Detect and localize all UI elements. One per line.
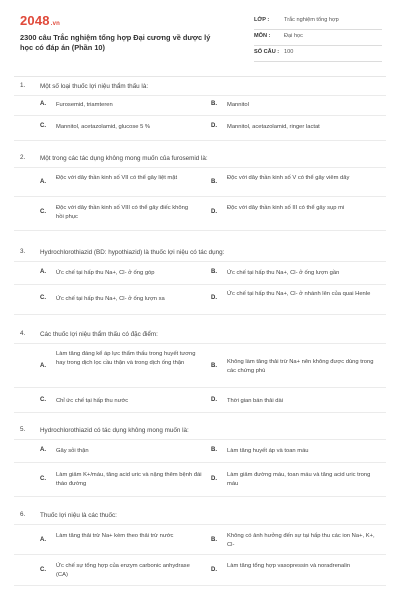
option-letter: C. — [40, 567, 46, 573]
question-text: Một trong các tác dụng không mong muốn của furosemid là: — [40, 155, 208, 162]
option-divider — [14, 230, 386, 231]
option-letter: C. — [40, 397, 46, 403]
option-letter: C. — [40, 295, 46, 301]
option-text[interactable]: Làm tăng thải trừ Na+ kèm theo thải trừ nước — [56, 533, 174, 539]
question-number: 2. — [20, 154, 26, 161]
option-text[interactable]: Làm giảm K+/máu, tăng acid uric và nặng thêm bệnh đái tháo đường — [56, 472, 202, 487]
question-text: Thuốc lợi niệu là các thuốc: — [40, 512, 117, 519]
option-text[interactable]: Không làm tăng thải trừ Na+ nên không được dùng trong các chứng phù — [227, 359, 374, 374]
option-text[interactable]: Làm tăng đáng kể áp lực thẩm thấu trong huyết tương hay trong dịch lọc cầu thận và trong dịch ống thận — [56, 351, 196, 366]
question-text: Hydrochlorothiazid có tác dụng không mong muốn là: — [40, 427, 189, 434]
option-text[interactable]: Mannitol — [227, 102, 249, 108]
document-meta — [254, 14, 382, 62]
option-text[interactable]: Làm tăng huyết áp và toan máu — [227, 448, 309, 454]
question-text: Một số loại thuốc lợi niệu thẩm thấu là: — [40, 83, 149, 90]
question-number: 6. — [20, 511, 26, 518]
meta-row-count — [254, 46, 382, 62]
option-text[interactable]: Ức chế tại hấp thu Na+, Cl- ở ống lượn gần — [227, 270, 340, 276]
question-divider — [14, 261, 386, 262]
option-text[interactable]: Thời gian bán thải dài — [227, 398, 284, 404]
option-text[interactable]: Mannitol, acetazolamid, ringer lactat — [227, 124, 320, 130]
option-letter: D. — [211, 123, 217, 129]
option-divider — [14, 496, 386, 497]
option-letter: C. — [40, 209, 46, 215]
option-text[interactable]: Chỉ ức chế tại hấp thu nước — [56, 398, 129, 404]
option-letter: A. — [40, 179, 46, 185]
option-letter: D. — [211, 567, 217, 573]
meta-key: MÔN : — [254, 33, 271, 39]
option-text[interactable]: Ức chế sự tổng hợp của enzym carbonic anhydrase (CA) — [56, 563, 190, 578]
header-divider — [14, 76, 386, 77]
option-divider — [14, 462, 386, 463]
option-text[interactable]: Mannitol, acetazolamid, glucose 5 % — [56, 124, 151, 130]
option-divider — [14, 284, 386, 285]
question-divider — [14, 524, 386, 525]
option-text[interactable]: Ức chế tại hấp thu Na+, Cl- ở nhánh lên của quai Henle — [227, 291, 371, 297]
option-letter: B. — [211, 363, 217, 369]
option-text[interactable]: Độc với dây thần kinh số VIII có thể gây điếc không hồi phục — [56, 205, 189, 220]
option-divider — [14, 387, 386, 388]
question-divider — [14, 439, 386, 440]
meta-row-class — [254, 14, 382, 30]
option-letter: D. — [211, 209, 217, 215]
option-letter: A. — [40, 269, 46, 275]
meta-value: Trắc nghiệm tổng hợp — [284, 17, 339, 23]
logo-tld-text: .vn — [50, 21, 61, 27]
option-divider — [14, 314, 386, 315]
option-letter: C. — [40, 476, 46, 482]
document-title: 2300 câu Trắc nghiệm tổng hợp Đại cương về dược lý học có đáp án (Phần 10) — [20, 33, 211, 52]
option-letter: A. — [40, 447, 46, 453]
question-divider — [14, 343, 386, 344]
option-text[interactable]: Làm tăng tổng hợp vasopressin và noradrenalin — [227, 563, 351, 569]
question-divider — [14, 167, 386, 168]
question-text: Hydrochlorothiazid (BD: hypothiazid) là thuốc lợi niệu có tác dụng: — [40, 249, 225, 256]
question-number: 3. — [20, 248, 26, 255]
option-divider — [14, 585, 386, 586]
option-divider — [14, 115, 386, 116]
option-letter: D. — [211, 397, 217, 403]
meta-value: Đại học — [284, 33, 303, 39]
meta-key: SỐ CÂU : — [254, 49, 280, 55]
option-letter: B. — [211, 269, 217, 275]
option-divider — [14, 412, 386, 413]
question-text: Các thuốc lợi niệu thẩm thấu có đặc điểm: — [40, 331, 158, 338]
option-text[interactable]: Làm giảm đường máu, toan máu và tăng acid uric trong máu — [227, 472, 371, 487]
meta-row-subject — [254, 30, 382, 46]
option-letter: B. — [211, 101, 217, 107]
option-text[interactable]: Furosemid, triamteren — [56, 102, 113, 108]
meta-value: 100 — [284, 49, 294, 55]
option-letter: D. — [211, 476, 217, 482]
question-number: 1. — [20, 82, 26, 89]
site-logo[interactable] — [20, 13, 60, 28]
option-text[interactable]: Ức chế tại hấp thu Na+, Cl- ở ống lượn xa — [56, 296, 165, 302]
meta-key: LỚP : — [254, 17, 270, 23]
question-number: 4. — [20, 330, 26, 337]
option-letter: B. — [211, 179, 217, 185]
question-divider — [14, 95, 386, 96]
option-text[interactable]: Ức chế tại hấp thu Na+, Cl- ở ống góp — [56, 270, 155, 276]
option-text[interactable]: Gây sỏi thận — [56, 448, 89, 454]
document-header — [0, 0, 400, 68]
option-letter: C. — [40, 123, 46, 129]
option-letter: B. — [211, 537, 217, 543]
option-text[interactable]: Độc với dây thần kinh số VII có thể gây liệt mặt — [56, 175, 178, 181]
option-text[interactable]: Độc với dây thần kinh số III có thể gây sụp mi — [227, 205, 345, 211]
option-letter: A. — [40, 537, 46, 543]
option-letter: B. — [211, 447, 217, 453]
option-letter: D. — [211, 295, 217, 301]
option-letter: A. — [40, 363, 46, 369]
option-text[interactable]: Không có ảnh hưởng đến sự tại hấp thu các ion Na+, K+, Cl- — [227, 533, 375, 548]
option-letter: A. — [40, 101, 46, 107]
option-divider — [14, 196, 386, 197]
option-divider — [14, 140, 386, 141]
question-number: 5. — [20, 426, 26, 433]
option-divider — [14, 554, 386, 555]
logo-main-text: 2048 — [20, 13, 50, 28]
option-text[interactable]: Độc với dây thần kinh số V có thể gây viêm dây — [227, 175, 350, 181]
